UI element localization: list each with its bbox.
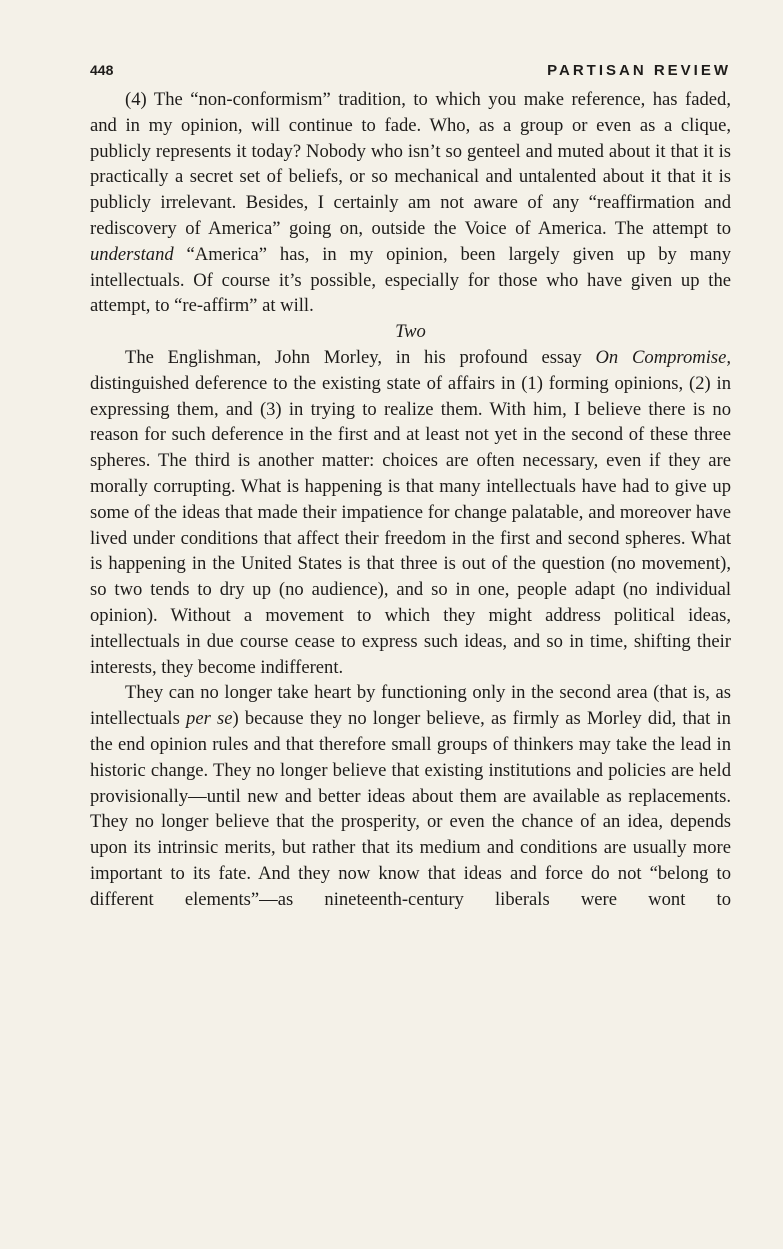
- page: [90, 62, 731, 913]
- paragraph-text: They can no longer take heart by functioning only in the second area (that is, as intellectuals: [90, 682, 731, 730]
- paragraph-text: ) because they no longer believe, as firmly as Morley did, that in the end opinion rules and that therefore small groups of thinkers may take the lead in historic change. They no longer believe that existing institutions and policies are held provisionally—until new and better ideas about them are available as replacements. They no longer believe that the prosperity, or even the chance of an idea, depends upon its intrinsic merits, but rather that its medium and conditions are usually more important to its fate. And they now know that ideas and force do not “belong to different elements”—as nineteenth-century liberals were wont to: [90, 708, 731, 910]
- section-heading: Two: [395, 321, 426, 343]
- book-title: On Compromise,: [595, 346, 731, 368]
- paragraph-text: (4) The “non-conformism” tradition, to which you make reference, has faded, and in my opinion, will continue to fade. Who, as a group or even as a clique, publicly represents it today? Nobody who isn’t so genteel and muted about it that it is practically a secret set of beliefs, or so mechanical and untalented about it that it is publicly irrelevant. Besides, I certainly am not aware of any “reaffirmation and rediscovery of America” going on, outside the Voice of America. The attempt to: [90, 89, 731, 239]
- paragraph-morley: [90, 345, 731, 680]
- paragraph-second-area: [90, 680, 731, 912]
- paragraph-text: “America” has, in my opinion, been largely given up by many intellectuals. Of course it’s possible, especially for those who have given up the attempt, to “re-affirm” at will.: [90, 243, 731, 317]
- emphasis: understand: [90, 243, 174, 265]
- page-number: 448: [90, 62, 114, 78]
- paragraph-text: distinguished deference to the existing state of affairs in (1) forming opinions, (2) in expressing them, and (3) in trying to realize them. With him, I believe there is no reason for such deference in the first and at least not yet in the second of these three spheres. The third is another matter: choices are often necessary, even if they are morally corrupting. What is happening is that many intellectuals have had to give up some of the ideas that made their impatience for change palatable, and moreover have lived under conditions that affect their freedom in the first and second spheres. What is happening in the United States is that three is out of the question (no movement), so two tends to dry up (no audience), and so in one, people adapt (no individual opinion). Without a movement to which they might address political ideas, intellectuals in due course cease to express such ideas, and so in time, shifting their interests, they become indifferent.: [90, 372, 731, 678]
- running-header: [90, 62, 731, 79]
- paragraph-text: The Englishman, John Morley, in his profound essay: [125, 346, 596, 368]
- emphasis: per se: [186, 708, 233, 730]
- running-title: PARTISAN REVIEW: [547, 62, 731, 79]
- paragraph-4: [90, 87, 731, 319]
- article-body: [90, 87, 731, 913]
